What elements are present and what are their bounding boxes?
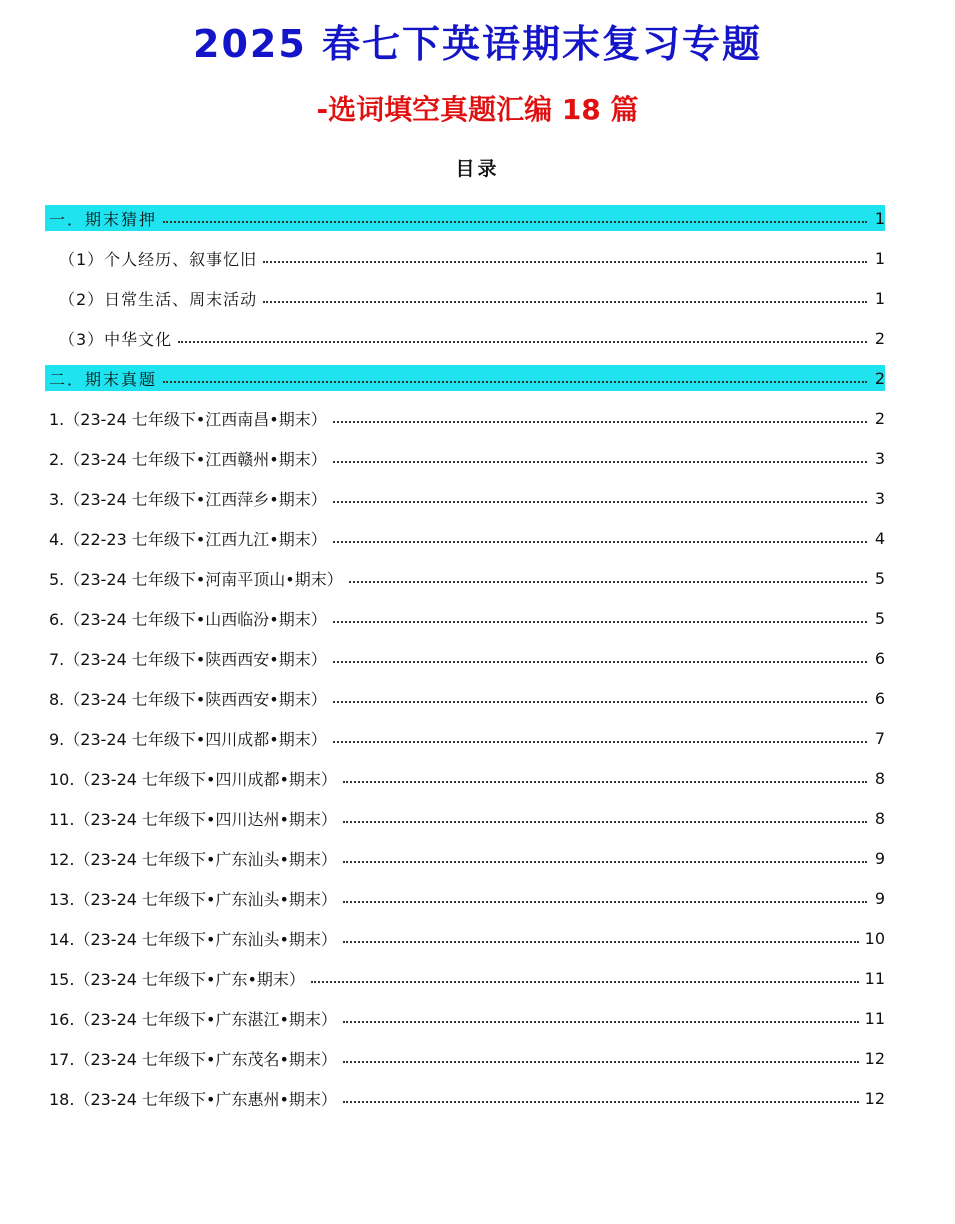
- toc-entry-label: 13.（23-24 七年级下•广东汕头•期末）: [49, 889, 337, 909]
- toc-entry-row[interactable]: [45, 678, 885, 718]
- toc-leader-dots: [343, 1101, 859, 1103]
- toc-entry-row[interactable]: [45, 438, 885, 478]
- toc-page-number: 9: [874, 888, 885, 908]
- toc-entry-row[interactable]: [45, 1078, 885, 1118]
- toc-page-number: 2: [874, 368, 885, 388]
- toc-entry-row[interactable]: [45, 598, 885, 638]
- toc-leader-dots: [349, 581, 867, 583]
- table-of-contents: [45, 198, 885, 1118]
- toc-page-number: 11: [864, 1008, 885, 1028]
- toc-leader-dots: [343, 821, 867, 823]
- toc-leader-dots: [343, 901, 867, 903]
- toc-entry-label: 10.（23-24 七年级下•四川成都•期末）: [49, 769, 337, 789]
- toc-page-number: 6: [874, 648, 885, 668]
- toc-leader-dots: [311, 981, 859, 983]
- toc-entry-label: 4.（22-23 七年级下•江西九江•期末）: [49, 529, 327, 549]
- toc-entry-row[interactable]: [45, 1038, 885, 1078]
- toc-entry-label: （1）个人经历、叙事忆旧: [59, 249, 258, 269]
- toc-page-number: 5: [874, 608, 885, 628]
- toc-page-number: 5: [874, 568, 885, 588]
- toc-leader-dots: [343, 861, 867, 863]
- toc-entry-row[interactable]: [45, 638, 885, 678]
- toc-leader-dots: [333, 421, 867, 423]
- toc-leader-dots: [263, 301, 867, 303]
- toc-entry-label: 7.（23-24 七年级下•陕西西安•期末）: [49, 649, 327, 669]
- toc-entry-label: 8.（23-24 七年级下•陕西西安•期末）: [49, 689, 327, 709]
- toc-leader-dots: [343, 941, 859, 943]
- toc-leader-dots: [178, 341, 867, 343]
- toc-entry-row[interactable]: [45, 878, 885, 918]
- toc-entry-row[interactable]: [45, 838, 885, 878]
- toc-leader-dots: [263, 261, 867, 263]
- toc-page-number: 2: [874, 328, 885, 348]
- document-subtitle: -选词填空真题汇编 18 篇: [316, 93, 639, 126]
- document-title: 2025 春七下英语期末复习专题: [193, 22, 762, 66]
- toc-entry-label: 11.（23-24 七年级下•四川达州•期末）: [49, 809, 337, 829]
- toc-leader-dots: [343, 1021, 859, 1023]
- toc-page-number: 10: [864, 928, 885, 948]
- toc-page-number: 3: [874, 448, 885, 468]
- toc-entry-row[interactable]: [45, 718, 885, 758]
- toc-entry-row[interactable]: [45, 318, 885, 358]
- toc-entry-label: 17.（23-24 七年级下•广东茂名•期末）: [49, 1049, 337, 1069]
- toc-page-number: 2: [874, 408, 885, 428]
- toc-page-number: 3: [874, 488, 885, 508]
- toc-page-number: 9: [874, 848, 885, 868]
- toc-entry-label: 14.（23-24 七年级下•广东汕头•期末）: [49, 929, 337, 949]
- toc-page-number: 8: [874, 768, 885, 788]
- toc-entry-row[interactable]: [45, 958, 885, 998]
- toc-entry-row[interactable]: [45, 918, 885, 958]
- toc-leader-dots: [163, 221, 867, 223]
- toc-page-number: 4: [874, 528, 885, 548]
- toc-leader-dots: [333, 501, 867, 503]
- toc-page-number: 1: [874, 248, 885, 268]
- toc-entry-row[interactable]: [45, 238, 885, 278]
- toc-page-number: 8: [874, 808, 885, 828]
- toc-leader-dots: [343, 1061, 859, 1063]
- toc-leader-dots: [333, 621, 867, 623]
- toc-section-label: 二．期末真题: [49, 369, 158, 389]
- toc-page-number: 7: [874, 728, 885, 748]
- toc-entry-label: 2.（23-24 七年级下•江西赣州•期末）: [49, 449, 327, 469]
- toc-entry-label: 3.（23-24 七年级下•江西萍乡•期末）: [49, 489, 327, 509]
- toc-entry-row[interactable]: [45, 278, 885, 318]
- toc-page-number: 12: [864, 1048, 885, 1068]
- toc-leader-dots: [333, 541, 867, 543]
- toc-page-number: 6: [874, 688, 885, 708]
- toc-section-row[interactable]: [45, 365, 885, 391]
- toc-entry-label: 15.（23-24 七年级下•广东•期末）: [49, 969, 305, 989]
- toc-leader-dots: [333, 701, 867, 703]
- toc-leader-dots: [333, 661, 867, 663]
- toc-entry-row[interactable]: [45, 998, 885, 1038]
- toc-page-number: 1: [874, 208, 885, 228]
- toc-entry-row[interactable]: [45, 518, 885, 558]
- toc-leader-dots: [343, 781, 867, 783]
- toc-entry-row[interactable]: [45, 758, 885, 798]
- toc-entry-row[interactable]: [45, 398, 885, 438]
- toc-leader-dots: [163, 381, 867, 383]
- toc-section-row[interactable]: [45, 205, 885, 231]
- toc-entry-label: 18.（23-24 七年级下•广东惠州•期末）: [49, 1089, 337, 1109]
- toc-entry-label: 16.（23-24 七年级下•广东湛江•期末）: [49, 1009, 337, 1029]
- toc-page-number: 12: [864, 1088, 885, 1108]
- toc-page-number: 11: [864, 968, 885, 988]
- toc-entry-label: 1.（23-24 七年级下•江西南昌•期末）: [49, 409, 327, 429]
- toc-entry-label: 6.（23-24 七年级下•山西临汾•期末）: [49, 609, 327, 629]
- toc-leader-dots: [333, 461, 867, 463]
- toc-entry-row[interactable]: [45, 558, 885, 598]
- toc-leader-dots: [333, 741, 867, 743]
- toc-entry-label: （2）日常生活、周末活动: [59, 289, 258, 309]
- toc-page-number: 1: [874, 288, 885, 308]
- toc-entry-label: 5.（23-24 七年级下•河南平顶山•期末）: [49, 569, 343, 589]
- toc-entry-label: 9.（23-24 七年级下•四川成都•期末）: [49, 729, 327, 749]
- toc-heading: 目录: [455, 158, 500, 180]
- toc-entry-row[interactable]: [45, 478, 885, 518]
- toc-section-label: 一．期末猜押: [49, 209, 158, 229]
- toc-entry-row[interactable]: [45, 798, 885, 838]
- toc-entry-label: （3）中华文化: [59, 329, 173, 349]
- toc-entry-label: 12.（23-24 七年级下•广东汕头•期末）: [49, 849, 337, 869]
